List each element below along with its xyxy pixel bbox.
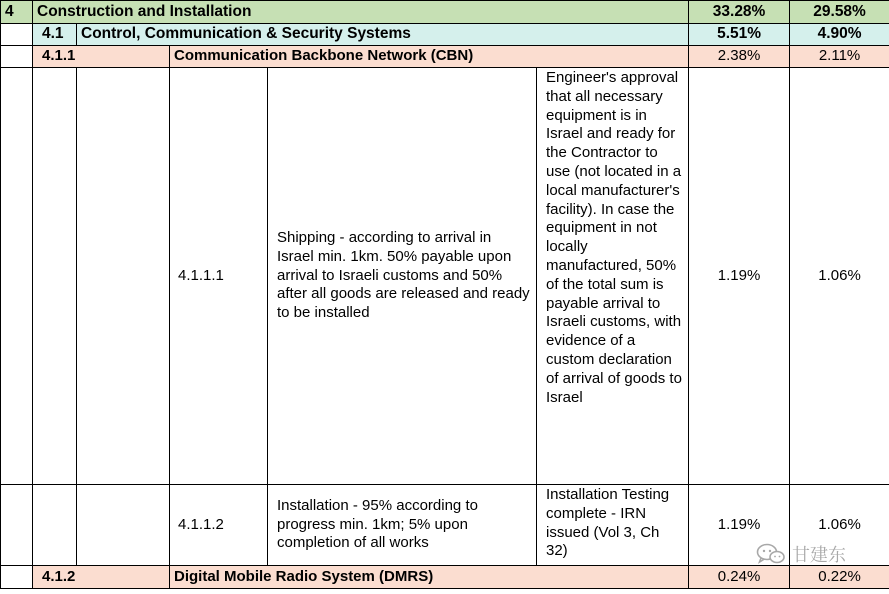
item-number: 4.1.1 bbox=[33, 46, 170, 68]
item-number: 4 bbox=[1, 1, 33, 24]
payment-condition: Installation Testing complete - IRN issued (Vol 3, Ch 32) bbox=[537, 485, 689, 566]
table-row bbox=[1, 566, 889, 589]
item-title: Control, Communication & Security Systems bbox=[77, 24, 689, 46]
empty-cell bbox=[1, 24, 33, 46]
empty-cell bbox=[77, 68, 170, 485]
table-row bbox=[1, 1, 889, 24]
empty-cell bbox=[33, 68, 77, 485]
percentage-1: 5.51% bbox=[689, 24, 790, 46]
table-row bbox=[1, 24, 889, 46]
item-number: 4.1 bbox=[33, 24, 77, 46]
item-title: Digital Mobile Radio System (DMRS) bbox=[170, 566, 689, 589]
item-number: 4.1.1.2 bbox=[170, 485, 268, 566]
percentage-1: 2.38% bbox=[689, 46, 790, 68]
empty-cell bbox=[33, 485, 77, 566]
wechat-icon bbox=[756, 542, 786, 566]
table-row bbox=[1, 68, 889, 485]
empty-cell bbox=[77, 485, 170, 566]
table-row bbox=[1, 46, 889, 68]
watermark-text: 甘建东 bbox=[792, 545, 846, 565]
percentage-1: 0.24% bbox=[689, 566, 790, 589]
item-number: 4.1.2 bbox=[33, 566, 170, 589]
percentage-1: 1.19% bbox=[689, 485, 790, 566]
percentage-1: 1.19% bbox=[689, 68, 790, 485]
payment-condition: Engineer's approval that all necessary equipment is in Israel and ready for the Contractor to use (not located in a local manufacturer's facility). In case the equipment in not locally manufactured, 50% of the total sum is payable arrival to Israeli customs, with evidence of a custom declaration of arrival of goods to Israel bbox=[537, 68, 689, 485]
percentage-2: 4.90% bbox=[790, 24, 889, 46]
item-number: 4.1.1.1 bbox=[170, 68, 268, 485]
percentage-1: 33.28% bbox=[689, 1, 790, 24]
item-description: Shipping - according to arrival in Israel min. 1km. 50% payable upon arrival to Israeli customs and 50% after all goods are released and ready to be installed bbox=[268, 68, 537, 485]
percentage-2: 29.58% bbox=[790, 1, 889, 24]
empty-cell bbox=[1, 485, 33, 566]
percentage-2: 1.06% bbox=[790, 68, 889, 485]
percentage-2: 0.22% bbox=[790, 566, 889, 589]
item-description: Installation - 95% according to progress min. 1km; 5% upon completion of all works bbox=[268, 485, 537, 566]
item-title: Communication Backbone Network (CBN) bbox=[170, 46, 689, 68]
watermark bbox=[756, 541, 846, 567]
percentage-2: 1.06% bbox=[790, 485, 889, 566]
percentage-2: 2.11% bbox=[790, 46, 889, 68]
empty-cell bbox=[1, 46, 33, 68]
item-title: Construction and Installation bbox=[33, 1, 689, 24]
empty-cell bbox=[1, 68, 33, 485]
empty-cell bbox=[1, 566, 33, 589]
